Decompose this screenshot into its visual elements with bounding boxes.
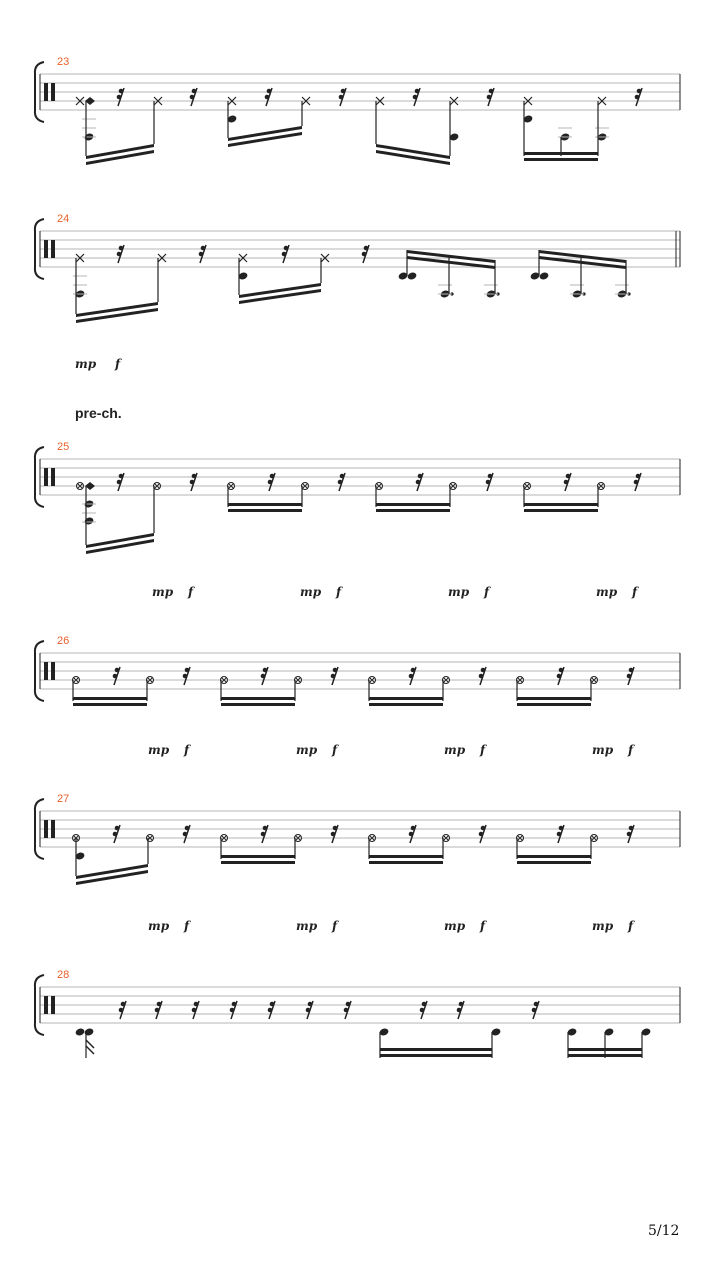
dynamic-marking: mp [296, 919, 318, 933]
sixteenth-rest [267, 89, 272, 94]
dynamic-marking: f [332, 919, 338, 933]
sixteenth-rest [409, 832, 414, 837]
sixteenth-rest [268, 1008, 273, 1013]
dynamic-marking: mp [444, 919, 466, 933]
sixteenth-rest [117, 95, 122, 100]
note-beam [517, 697, 591, 700]
sixteenth-rest [634, 480, 639, 485]
dynamic-marking: mp [596, 585, 618, 599]
sixteenth-rest [192, 89, 197, 94]
sixteenth-rest [418, 474, 423, 479]
dynamic-marking: mp [152, 585, 174, 599]
sixteenth-rest [637, 89, 642, 94]
sixteenth-rest [489, 89, 494, 94]
drum-notehead [75, 1027, 86, 1036]
sixteenth-rest [340, 474, 345, 479]
sixteenth-rest [157, 1002, 162, 1007]
sixteenth-rest [113, 832, 118, 837]
percussion-clef [44, 83, 48, 101]
measure-number-23: 23 [57, 56, 70, 68]
sixteenth-rest [627, 674, 632, 679]
sixteenth-rest [341, 89, 346, 94]
sixteenth-rest [261, 674, 266, 679]
sixteenth-rest [635, 95, 640, 100]
sixteenth-rest [115, 668, 120, 673]
sixteenth-rest [559, 826, 564, 831]
note-beam [524, 503, 598, 506]
sixteenth-rest [481, 826, 486, 831]
section-label: pre-ch. [75, 405, 122, 421]
note-beam [369, 861, 443, 864]
sixteenth-rest [263, 826, 268, 831]
sixteenth-rest [155, 1008, 160, 1013]
sixteenth-rest [627, 832, 632, 837]
sixteenth-rest [532, 1008, 537, 1013]
note-beam [380, 1054, 492, 1057]
sixteenth-rest [201, 246, 206, 251]
sixteenth-rest [486, 480, 491, 485]
note-beam [73, 703, 147, 706]
sixteenth-rest [479, 674, 484, 679]
note-beam [369, 703, 443, 706]
note-beam [221, 703, 295, 706]
sixteenth-rest [115, 826, 120, 831]
sixteenth-rest [117, 480, 122, 485]
staff-system [35, 219, 680, 323]
sixteenth-rest [416, 480, 421, 485]
sixteenth-rest [232, 1002, 237, 1007]
note-beam [228, 509, 302, 512]
sixteenth-rest [457, 1008, 462, 1013]
percussion-clef [44, 468, 48, 486]
page-number: 5/12 [648, 1223, 680, 1239]
note-beam [517, 703, 591, 706]
note-beam [228, 503, 302, 506]
note-beam [221, 855, 295, 858]
sixteenth-rest [459, 1002, 464, 1007]
percussion-clef [44, 996, 48, 1014]
sixteenth-rest [557, 674, 562, 679]
dynamic-marking: mp [592, 919, 614, 933]
sixteenth-rest [331, 832, 336, 837]
dynamic-marking: f [184, 919, 190, 933]
percussion-clef [44, 662, 48, 680]
dynamic-marking: f [484, 585, 490, 599]
dynamic-marking: mp [148, 919, 170, 933]
dynamic-marking: f [480, 919, 486, 933]
sixteenth-rest [282, 252, 287, 257]
dynamic-marking: f [336, 585, 342, 599]
sixteenth-rest [346, 1002, 351, 1007]
measure-number-28: 28 [57, 969, 70, 981]
dynamic-marking: mp [75, 357, 97, 371]
note-beam [380, 1048, 492, 1051]
note-beam [517, 861, 591, 864]
sixteenth-rest [636, 474, 641, 479]
sixteenth-rest [306, 1008, 311, 1013]
drum-notehead [407, 271, 418, 280]
sixteenth-rest [261, 832, 266, 837]
sixteenth-rest [192, 474, 197, 479]
sixteenth-rest [487, 95, 492, 100]
dynamic-marking: mp [444, 743, 466, 757]
dynamic-marking: f [115, 357, 121, 371]
staff-system [35, 447, 680, 554]
sixteenth-rest [113, 674, 118, 679]
sixteenth-rest [364, 246, 369, 251]
percussion-clef [44, 240, 48, 258]
sixteenth-rest [415, 89, 420, 94]
sixteenth-rest [333, 668, 338, 673]
note-beam [568, 1048, 642, 1051]
sixteenth-rest [479, 832, 484, 837]
percussion-clef [51, 820, 55, 838]
percussion-clef [51, 240, 55, 258]
note-beam [221, 861, 295, 864]
measure-number-24: 24 [57, 213, 70, 225]
sixteenth-rest [185, 668, 190, 673]
sixteenth-rest [192, 1008, 197, 1013]
dynamic-marking: f [632, 585, 638, 599]
sixteenth-rest [119, 1008, 124, 1013]
note-beam [369, 697, 443, 700]
sixteenth-rest [199, 252, 204, 257]
percussion-clef [51, 662, 55, 680]
sixteenth-rest [230, 1008, 235, 1013]
note-beam [376, 503, 450, 506]
measure-number-27: 27 [57, 793, 70, 805]
dynamic-marking: mp [296, 743, 318, 757]
note-beam [524, 158, 598, 161]
note-beam [524, 152, 598, 155]
sixteenth-rest [265, 95, 270, 100]
sixteenth-rest [362, 252, 367, 257]
note-beam [517, 855, 591, 858]
sixteenth-rest [190, 95, 195, 100]
sixteenth-rest [183, 674, 188, 679]
dynamic-marking: mp [148, 743, 170, 757]
sixteenth-rest [338, 480, 343, 485]
sixteenth-rest [308, 1002, 313, 1007]
dynamic-marking: mp [300, 585, 322, 599]
drum-notehead [539, 271, 550, 280]
dynamic-marking: f [628, 919, 634, 933]
dynamic-marking: mp [448, 585, 470, 599]
sixteenth-rest [564, 480, 569, 485]
staff-system [35, 62, 680, 165]
measure-number-26: 26 [57, 635, 70, 647]
measure-number-25: 25 [57, 441, 70, 453]
dynamic-marking: f [628, 743, 634, 757]
sixteenth-rest [119, 474, 124, 479]
sixteenth-rest [409, 674, 414, 679]
note-flag [86, 1040, 94, 1054]
note-beam [73, 697, 147, 700]
sixteenth-rest [566, 474, 571, 479]
drum-notehead [84, 516, 95, 525]
sixteenth-rest [270, 1002, 275, 1007]
note-beam [369, 855, 443, 858]
sixteenth-rest [263, 668, 268, 673]
sixteenth-rest [268, 480, 273, 485]
sixteenth-rest [331, 674, 336, 679]
sixteenth-rest [420, 1008, 425, 1013]
percussion-clef [44, 820, 48, 838]
dynamic-marking: f [480, 743, 486, 757]
dynamic-marking: f [184, 743, 190, 757]
sixteenth-rest [121, 1002, 126, 1007]
sixteenth-rest [339, 95, 344, 100]
note-beam [221, 697, 295, 700]
sixteenth-rest [284, 246, 289, 251]
sixteenth-rest [333, 826, 338, 831]
percussion-clef [51, 83, 55, 101]
sixteenth-rest [422, 1002, 427, 1007]
sixteenth-rest [534, 1002, 539, 1007]
percussion-clef [51, 468, 55, 486]
sixteenth-rest [119, 246, 124, 251]
note-beam [568, 1054, 642, 1057]
sixteenth-rest [344, 1008, 349, 1013]
dynamic-marking: mp [592, 743, 614, 757]
sixteenth-rest [119, 89, 124, 94]
sixteenth-rest [559, 668, 564, 673]
note-beam [376, 509, 450, 512]
dynamic-marking: f [332, 743, 338, 757]
staff-system [35, 975, 680, 1058]
drum-notehead [84, 1027, 95, 1036]
sixteenth-rest [185, 826, 190, 831]
dynamic-marking: f [188, 585, 194, 599]
sixteenth-rest [629, 826, 634, 831]
sixteenth-rest [194, 1002, 199, 1007]
sixteenth-rest [117, 252, 122, 257]
percussion-clef [51, 996, 55, 1014]
sixteenth-rest [183, 832, 188, 837]
staff-system [35, 799, 680, 885]
note-beam [524, 509, 598, 512]
sixteenth-rest [270, 474, 275, 479]
sixteenth-rest [190, 480, 195, 485]
sixteenth-rest [629, 668, 634, 673]
sixteenth-rest [481, 668, 486, 673]
sixteenth-rest [413, 95, 418, 100]
sixteenth-rest [557, 832, 562, 837]
sixteenth-rest [488, 474, 493, 479]
sixteenth-rest [411, 668, 416, 673]
staff-system [35, 641, 680, 706]
sixteenth-rest [411, 826, 416, 831]
